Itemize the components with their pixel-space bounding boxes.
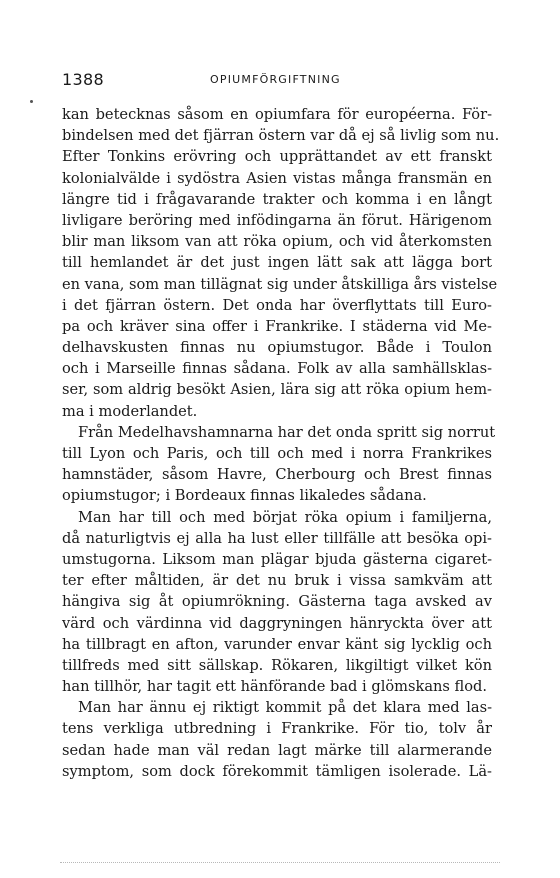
text-line: bindelsen med det fjärran östern var då ej så livlig som nu.: [62, 127, 500, 145]
text-line: ter efter måltiden, är det nu bruk i vissa samkväm att: [62, 572, 492, 590]
text-line: hamnstäder, såsom Havre, Cherbourg och Brest finnas: [62, 466, 492, 484]
bottom-edge-rule: [60, 862, 500, 863]
text-line: Man har till och med börjat röka opium i familjerna,: [78, 508, 492, 526]
text-line: hängiva sig åt opiumrökning. Gästerna taga avsked av: [62, 593, 492, 611]
text-line: tens verkliga utbredning i Frankrike. För tio, tolv år: [62, 720, 492, 738]
text-line: umstugorna. Liksom man plägar bjuda gästerna cigaret-: [62, 550, 492, 568]
text-line: livligare beröring med infödingarna än förut. Härigenom: [62, 211, 492, 229]
text-line: och i Marseille finnas sådana. Folk av alla samhällsklas-: [62, 360, 492, 378]
text-line: sedan hade man väl redan lagt märke till alarmerande: [62, 741, 492, 759]
body-text: [62, 104, 500, 782]
text-line: han tillhör, har tagit ett hänförande bad i glömskans flod.: [62, 678, 488, 696]
page-number: 1388: [62, 70, 104, 89]
text-line: kolonialvälde i sydöstra Asien vistas många fransmän en: [62, 169, 492, 187]
running-head: [62, 70, 492, 90]
text-line: blir man liksom van att röka opium, och vid återkomsten: [62, 233, 492, 251]
text-line: pa och kräver sina offer i Frankrike. I städerna vid Me-: [62, 317, 492, 335]
text-line: en vana, som man tillägnat sig under åtskilliga års vistelse: [62, 275, 498, 293]
text-line: värd och värdinna vid daggryningen hänryckta över att: [62, 614, 492, 632]
text-line: tillfreds med sitt sällskap. Rökaren, likgiltigt vilket kön: [62, 656, 492, 674]
text-line: till hemlandet är det just ingen lätt sak att lägga bort: [62, 254, 492, 272]
text-line: längre tid i frågavarande trakter och komma i en långt: [62, 190, 492, 208]
text-line: delhavskusten finnas nu opiumstugor. Både i Toulon: [62, 339, 492, 357]
text-line: till Lyon och Paris, och till och med i norra Frankrikes: [62, 445, 492, 462]
text-line: Man har ännu ej riktigt kommit på det klara med las-: [78, 699, 492, 717]
text-line: ma i moderlandet.: [62, 402, 198, 420]
text-line: opiumstugor; i Bordeaux finnas likaledes sådana.: [62, 487, 427, 505]
text-line: ha tillbragt en afton, varunder envar känt sig lycklig och: [62, 635, 492, 653]
text-line: då naturligtvis ej alla ha lust eller tillfälle att besöka opi-: [62, 529, 492, 547]
running-title: OPIUMFÖRGIFTNING: [210, 73, 341, 86]
text-line: Efter Tonkins erövring och upprättandet av ett franskt: [62, 148, 492, 166]
text-line: ser, som aldrig besökt Asien, lära sig att röka opium hem-: [62, 381, 492, 399]
margin-speck: [30, 100, 33, 103]
text-line: i det fjärran östern. Det onda har överflyttats till Euro-: [62, 296, 492, 314]
text-line: Från Medelhavshamnarna har det onda spritt sig norrut: [78, 423, 496, 441]
text-line: symptom, som dock förekommit tämligen isolerade. Lä-: [62, 762, 492, 780]
text-line: kan betecknas såsom en opiumfara för européerna. För-: [62, 106, 492, 123]
